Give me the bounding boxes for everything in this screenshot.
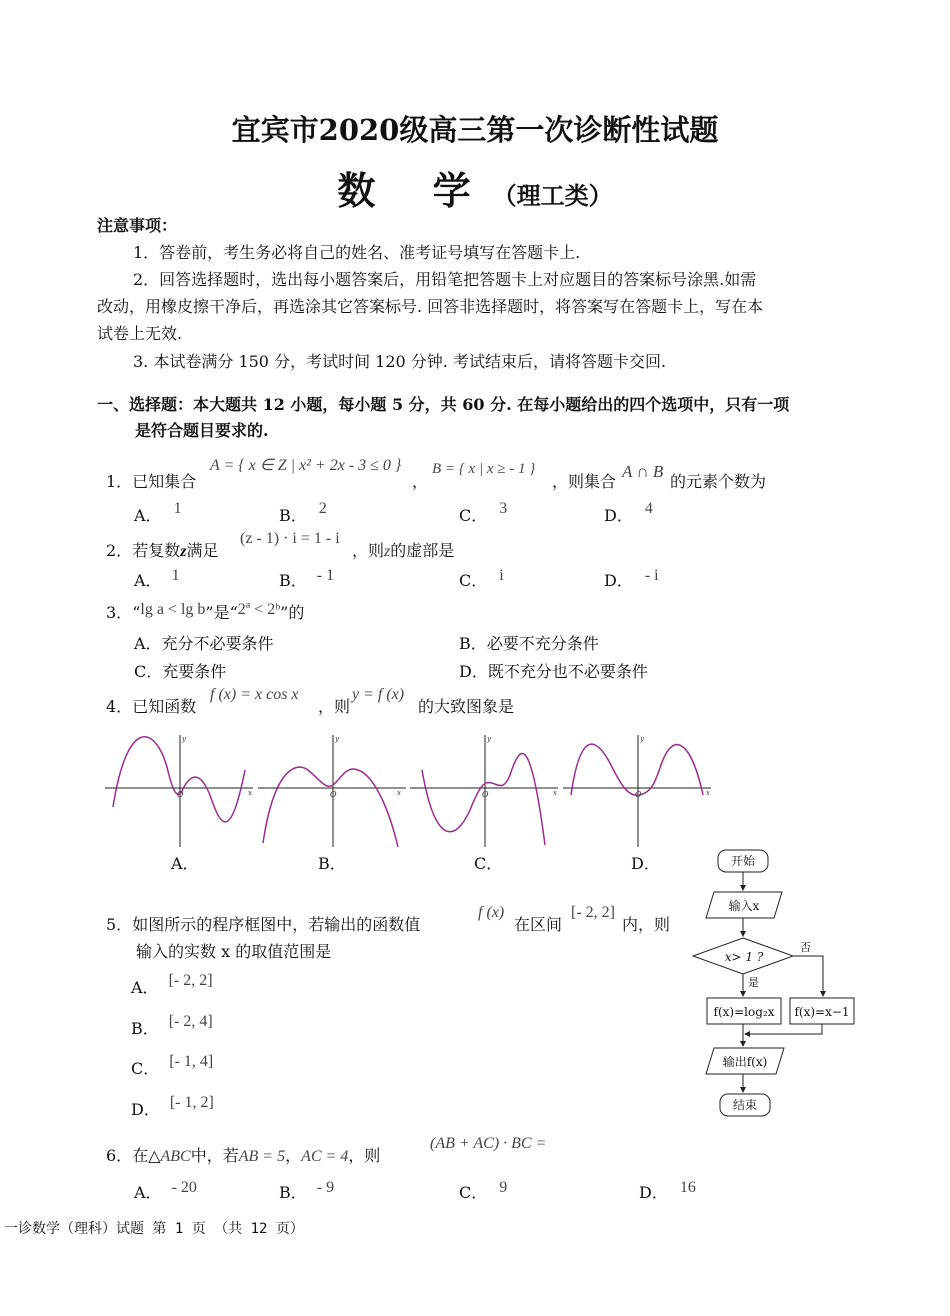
notice-item-3: 3. 本试卷满分 150 分，考试时间 120 分钟. 考试结束后，请将答题卡交回. bbox=[133, 352, 667, 371]
q4-label-c: C． bbox=[474, 854, 503, 873]
q1-set-a: A = { x ∈ Z | x² + 2x - 3 ≤ 0 } bbox=[210, 457, 402, 474]
flow-yes-label: 是 bbox=[748, 976, 759, 989]
q4-c-x-label: x bbox=[553, 789, 557, 797]
q4-b-x-label: x bbox=[397, 789, 401, 797]
q6-option-d: D． 16 bbox=[639, 1179, 696, 1202]
q4-function: f (x) = x cos x bbox=[210, 686, 299, 703]
q1-comma: ， bbox=[412, 472, 429, 491]
q4-c-origin: O bbox=[482, 790, 489, 799]
q4-c-y-label: y bbox=[487, 735, 491, 743]
q4-graph-c bbox=[410, 735, 560, 850]
q5-line1-tail: 内，则 bbox=[622, 915, 671, 934]
q4-a-x-label: x bbox=[248, 789, 252, 797]
q5-line1-mid: 在区间 bbox=[514, 915, 563, 934]
q2-equation: (z - 1) · i = 1 - i bbox=[240, 530, 340, 547]
q6-option-c: C． 9 bbox=[459, 1179, 508, 1202]
q5-option-b: B． [- 2, 4] bbox=[131, 1013, 213, 1038]
notice-item-2-line2: 改动，用橡皮擦干净后，再选涂其它答案标号. 回答非选择题时，将答案写在答题卡上，写在本 bbox=[97, 297, 764, 316]
svg-text:开始: 开始 bbox=[730, 854, 756, 868]
q1-set-b: B = { x | x ≥ - 1 } bbox=[432, 461, 536, 477]
q1-tail: 的元素个数为 bbox=[670, 472, 767, 491]
subject-main: 数 学 bbox=[337, 168, 493, 213]
q6-expression: (AB + AC) · BC = bbox=[430, 1135, 547, 1152]
q4-b-origin: O bbox=[330, 790, 337, 799]
question-2: 2．若复数z满足 bbox=[106, 541, 219, 560]
q4-label-d: D． bbox=[631, 854, 660, 873]
question-3: 3．“lg a < lg b”是“2ª < 2ᵇ”的 bbox=[106, 601, 305, 622]
svg-text:结束: 结束 bbox=[732, 1098, 758, 1112]
svg-text:x> 1 ?: x> 1 ? bbox=[724, 950, 764, 964]
q3-option-c: C．充要条件 bbox=[134, 662, 227, 681]
svg-text:f(x)=x−1: f(x)=x−1 bbox=[794, 1005, 850, 1019]
q3-option-d: D．既不充分也不必要条件 bbox=[459, 662, 648, 681]
q1-post: ，则集合 bbox=[552, 472, 617, 491]
q4-graph-a bbox=[105, 735, 255, 850]
svg-text:f(x)=log₂x: f(x)=log₂x bbox=[713, 1005, 775, 1019]
q4-graph-b bbox=[258, 735, 408, 850]
q4-mid: ，则 bbox=[318, 697, 351, 716]
q4-label-b: B． bbox=[318, 854, 346, 873]
question-1 bbox=[106, 469, 196, 492]
q3-option-b: B．必要不充分条件 bbox=[459, 634, 599, 653]
q4-b-y-label: y bbox=[335, 735, 339, 743]
q1-pre: 已知集合 bbox=[132, 472, 197, 491]
q4-label-a: A． bbox=[171, 854, 199, 873]
q5-option-a: A． [- 2, 2] bbox=[131, 972, 213, 997]
q2-option-c: C． i bbox=[459, 567, 504, 590]
q4-graph-d bbox=[563, 735, 713, 850]
q4-d-origin: O bbox=[635, 790, 642, 799]
page-footer: 一诊数学（理科）试题 第 1 页 （共 12 页） bbox=[4, 1221, 304, 1237]
q2-option-b: B． - 1 bbox=[279, 567, 335, 590]
section1-line1: 一、选择题：本大题共 12 小题，每小题 5 分，共 60 分. 在每小题给出的四个选项中，只有一项 bbox=[97, 395, 790, 414]
q5-option-d: D． [- 1, 2] bbox=[131, 1094, 214, 1119]
section1-line2: 是符合题目要求的. bbox=[135, 421, 269, 440]
q4-tail: 的大致图象是 bbox=[418, 697, 515, 716]
flow-no-label: 否 bbox=[800, 941, 811, 954]
q5-option-c: C． [- 1, 4] bbox=[131, 1053, 214, 1078]
q6-option-b: B． - 9 bbox=[279, 1179, 335, 1202]
q2-option-a: A． 1 bbox=[134, 567, 180, 590]
question-5: 5．如图所示的程序框图中，若输出的函数值 bbox=[106, 915, 421, 934]
q2-option-d: D． - i bbox=[604, 567, 659, 590]
notice-item-2-line1: 2．回答选择题时，选出每小题答案后，用铅笔把答题卡上对应题目的答案标号涂黑.如需 bbox=[133, 270, 757, 289]
q5-interval: [- 2, 2] bbox=[571, 904, 615, 921]
q1-option-a: A． 1 bbox=[134, 500, 182, 525]
svg-text:输入x: 输入x bbox=[728, 899, 760, 913]
q1-option-b: B． 2 bbox=[279, 500, 327, 525]
question-6: 6．在△ABC中，若AB = 5，AC = 4，则 bbox=[106, 1146, 381, 1165]
q1-option-c: C． 3 bbox=[459, 500, 508, 525]
q5-line2: 输入的实数 x 的取值范围是 bbox=[136, 942, 332, 961]
exam-title: 宜宾市2020级高三第一次诊断性试题 bbox=[231, 113, 719, 147]
flowchart bbox=[690, 845, 860, 1125]
q1-option-d: D． 4 bbox=[604, 500, 653, 525]
q4-d-x-label: x bbox=[706, 789, 710, 797]
q5-fx: f (x) bbox=[478, 904, 505, 921]
q4-a-y-label: y bbox=[182, 735, 186, 743]
q4-d-y-label: y bbox=[640, 735, 644, 743]
subject-heading bbox=[0, 160, 950, 215]
q4-graph-expr: y = f (x) bbox=[352, 686, 405, 703]
q1-number: 1． bbox=[106, 472, 133, 491]
subject-sub: （理工类） bbox=[492, 181, 613, 210]
svg-text:输出f(x): 输出f(x) bbox=[722, 1055, 768, 1069]
notice-heading: 注意事项： bbox=[97, 216, 178, 235]
notice-item-2-line3: 试卷上无效. bbox=[97, 324, 183, 343]
q2-post: ，则z的虚部是 bbox=[352, 541, 455, 560]
q4-a-origin: O bbox=[177, 790, 184, 799]
q6-option-a: A． - 20 bbox=[134, 1179, 197, 1202]
notice-item-1: 1．答卷前，考生务必将自己的姓名、准考证号填写在答题卡上. bbox=[133, 243, 581, 262]
question-4: 4．已知函数 bbox=[106, 697, 197, 716]
q3-option-a: A．充分不必要条件 bbox=[134, 634, 274, 653]
q1-expr: A ∩ B bbox=[622, 462, 664, 481]
